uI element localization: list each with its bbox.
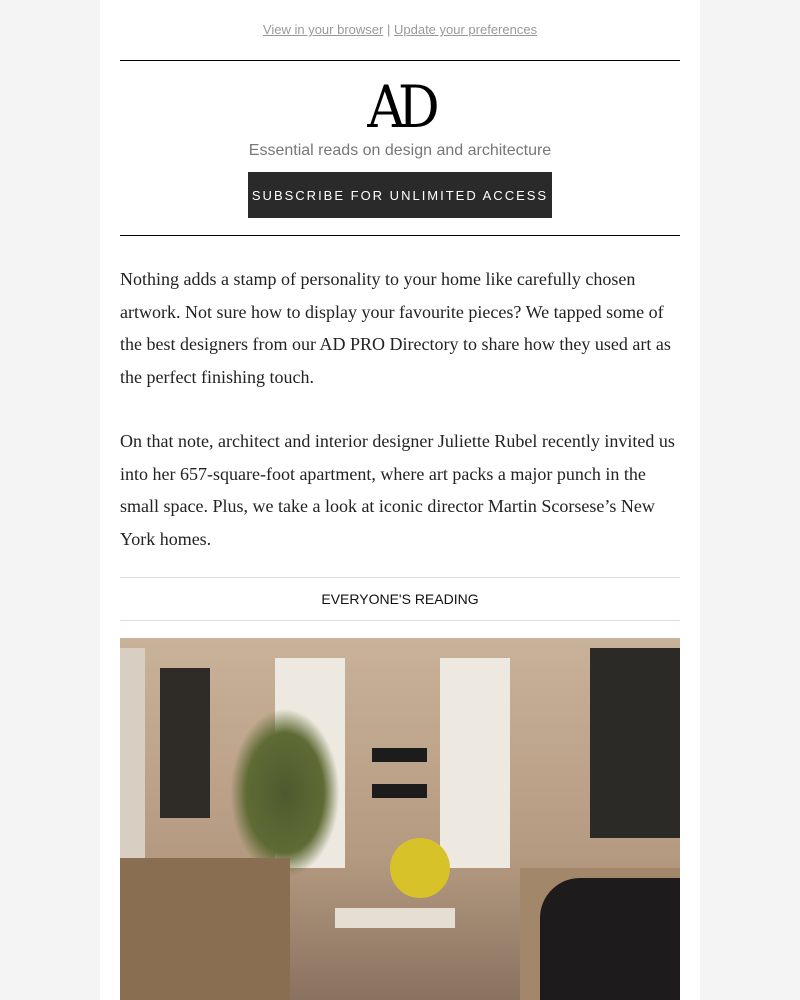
intro-paragraph: On that note, architect and interior designer Juliette Rubel recently invited us into her 657-square-foot apartment, where art packs a major punch in the small space. Plus, we take a look at iconic director Martin Scorsese’s New York homes. — [120, 431, 675, 549]
intro-paragraph: Nothing adds a stamp of personality to your home like carefully chosen artwork. Not sure how to display your favourite pieces? We tapped some of the best designers from our AD PRO Directory to share how they used art as the perfect finishing touch. — [120, 269, 671, 387]
email-container — [100, 0, 700, 1000]
separator: | — [386, 22, 391, 37]
header-links — [100, 22, 700, 37]
ad-logo[interactable]: AD — [367, 73, 433, 141]
view-in-browser-link[interactable]: View in your browser — [262, 22, 384, 37]
divider — [120, 235, 680, 236]
featured-article-image[interactable] — [120, 638, 680, 1000]
subscribe-button[interactable]: SUBSCRIBE FOR UNLIMITED ACCESS — [248, 172, 552, 218]
update-preferences-link[interactable]: Update your preferences — [393, 22, 538, 37]
divider — [120, 60, 680, 61]
tagline: Essential reads on design and architecture — [248, 142, 552, 159]
section-title: EVERYONE'S READING — [120, 577, 680, 621]
